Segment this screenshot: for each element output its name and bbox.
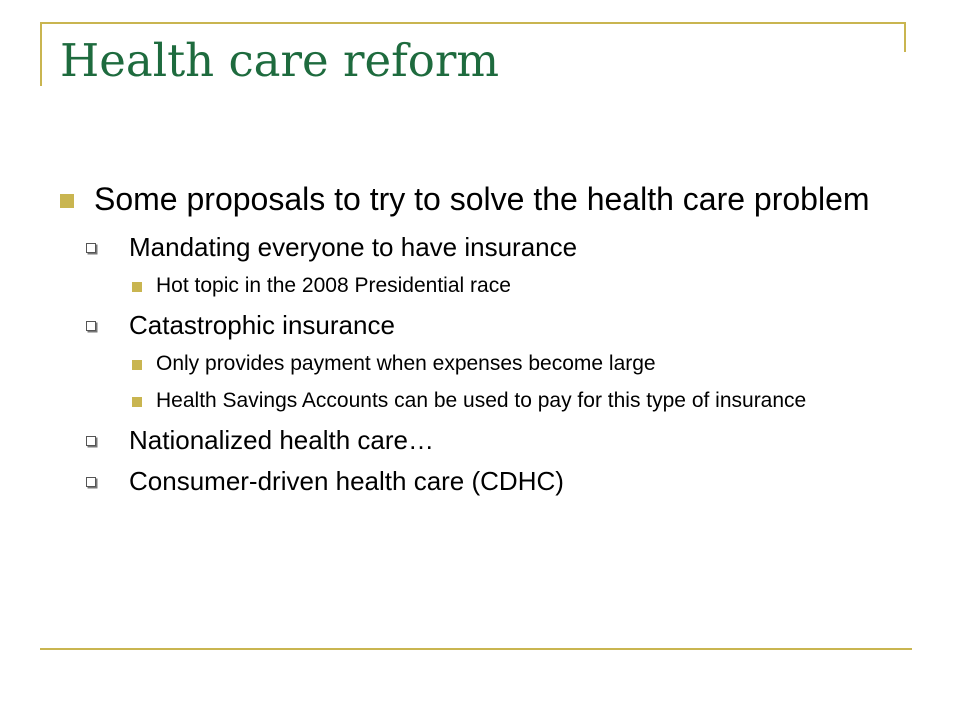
sub-bullet-item — [84, 465, 910, 497]
frame-bottom-line — [40, 648, 912, 650]
bullet-text: Some proposals to try to solve the health care problem — [94, 181, 870, 217]
sub-sub-bullet-text: Only provides payment when expenses become large — [156, 352, 656, 375]
hollow-square-bullet-icon — [86, 243, 96, 253]
bullet-item — [60, 178, 910, 220]
slide-title: Health care reform — [60, 34, 500, 87]
frame-left-line — [40, 22, 42, 86]
sub-sub-bullet-text: Hot topic in the 2008 Presidential race — [156, 274, 511, 297]
small-square-bullet-icon — [132, 360, 142, 370]
sub-sub-bullet-item — [132, 272, 910, 299]
sub-bullet-item — [84, 424, 910, 456]
square-bullet-icon — [60, 194, 74, 208]
sub-bullet-item — [84, 231, 910, 263]
frame-right-line — [904, 22, 906, 52]
small-square-bullet-icon — [132, 282, 142, 292]
sub-bullet-text: Mandating everyone to have insurance — [129, 232, 578, 262]
hollow-square-bullet-icon — [86, 321, 96, 331]
hollow-square-bullet-icon — [86, 436, 96, 446]
sub-bullet-item — [84, 309, 910, 341]
sub-sub-bullet-item — [132, 387, 910, 414]
sub-sub-bullet-text: Health Savings Accounts can be used to pay for this type of insurance — [156, 389, 807, 412]
small-square-bullet-icon — [132, 397, 142, 407]
frame-top-line — [40, 22, 906, 24]
sub-sub-bullet-item — [132, 350, 910, 377]
sub-bullet-text: Nationalized health care… — [129, 425, 434, 455]
sub-bullet-text: Consumer-driven health care (CDHC) — [129, 466, 564, 496]
hollow-square-bullet-icon — [86, 477, 96, 487]
bullet-list — [60, 178, 910, 506]
sub-bullet-text: Catastrophic insurance — [129, 310, 395, 340]
